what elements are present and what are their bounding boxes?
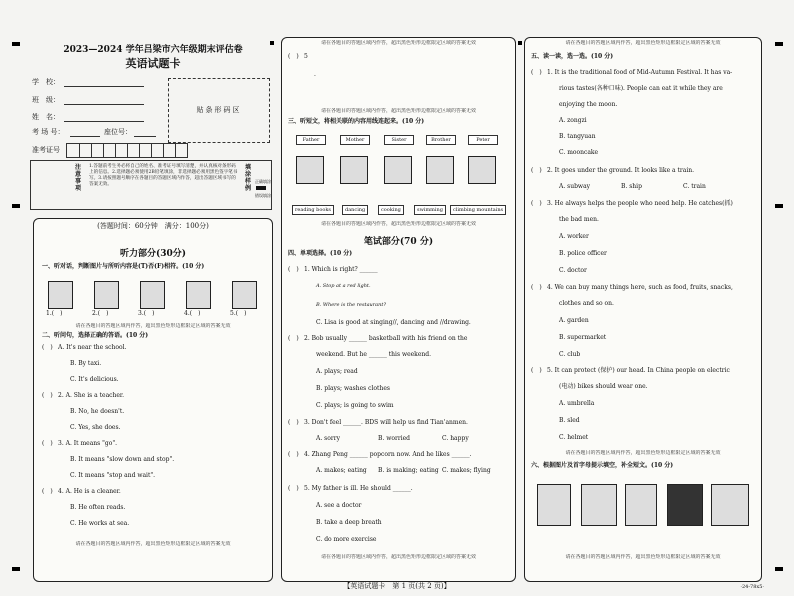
- s5-q5-opt-a: A. umbrella: [559, 400, 595, 407]
- picture-5: [232, 281, 257, 309]
- name-mother: Mother: [340, 135, 370, 145]
- s4-q4-opt-c: C. makes; flying: [442, 467, 491, 474]
- s5-q1-opt-c: C. mooncake: [559, 149, 599, 156]
- correct-fill-sample: [256, 186, 266, 190]
- l-q5-b: .: [314, 71, 316, 78]
- school-field[interactable]: [64, 86, 144, 87]
- timing-mark: [12, 42, 20, 46]
- region-divider: 请在各题目的答题区域内作答，超出黑色矩形边框限定区域的答案无效: [75, 323, 231, 329]
- region-divider: 请在各题目的答题区域内作答，超出黑色矩形边框限定区域的答案无效: [75, 541, 231, 547]
- s4-q2-opt-a: A. plays; read: [316, 368, 358, 375]
- s5-q4-opt-a: A. garden: [559, 317, 589, 324]
- answer-5[interactable]: 5.( ): [230, 310, 247, 317]
- l-q2-a: 2. A. She is a teacher.: [58, 392, 125, 399]
- s5-q5-opt-b: B. sled: [559, 417, 580, 424]
- exam-room-label: 考 场 号：: [32, 128, 65, 136]
- l-q1-b: B. By taxi.: [70, 360, 102, 367]
- right-column: 请在各题目的答题区域内作答，超出黑色矩形边框限定区域的答案无效 五、读一读，选一选。(10 分) ( ) 1. It is the traditional food of Mid-Autumn Festival. It has va- rious tastes(各种口味). People can eat it while they are enjoying the moon. A. zongzi B. tangyuan C. mooncake ( ) 2. It goes under the ground. It looks like a train. A. subway B. ship C. train ( ) 3. He always helps the people who need help. He catches(抓) the bad men. A. worker B. police officer C. doctor ( ) 4. We can buy many things here, such as food, fruits, snacks, clothes and so on. A. garden B. supermarket C. club ( ) 5. It can protect (保护) our head. In China people on electric (电动) bikes should wear one. A. umbrella B. sled C. helmet 请在各题目的答题区域内作答，超出黑色矩形边框限定区域的答案无效 六、根据图片及首字母提示填空，补全短文。(10 分) 请在各题目的答题区域内作答，超出黑色矩形边框限定区域的答案无效: [524, 37, 762, 582]
- s5-q2-opt-a: A. subway: [559, 183, 591, 190]
- ticket-number-grid[interactable]: [66, 143, 188, 158]
- notes-label: 注意事项: [75, 164, 82, 192]
- l-q4-b: B. He often reads.: [70, 504, 126, 511]
- name-field[interactable]: [64, 121, 144, 122]
- s5-q1-line3: enjoying the moon.: [559, 101, 618, 108]
- s5-q1-opt-b: B. tangyuan: [559, 133, 596, 140]
- activity-picture-1: [296, 156, 324, 184]
- name-peter: Peter: [468, 135, 498, 145]
- section3-title: 三、听短文，将相关联的内容用线连起来。(10 分): [288, 118, 425, 125]
- fill-picture-book: [667, 484, 703, 526]
- exam-time: (答题时间：60分钟 满分：100分): [97, 222, 209, 230]
- timing-mark: [12, 567, 20, 571]
- region-divider: 请在各题目的答题区域内作答，超出黑色矩形边框限定区域的答案无效: [320, 554, 476, 560]
- picture-3: [140, 281, 165, 309]
- school-label: 学 校：: [32, 78, 60, 86]
- barcode-area: [168, 78, 270, 143]
- fill-picture-bike: [581, 484, 617, 526]
- l-q2-c: C. Yes, she does.: [70, 424, 121, 431]
- written-title: 笔试部分(70 分): [363, 237, 434, 247]
- answer-2[interactable]: 2.( ): [92, 310, 109, 317]
- notes-text: 1.答题前考生务必将自己的姓名、准考证号填写清楚，并认真核对条形码上的信息。2.选择题必须使用2B铅笔填涂，非选择题必须用黑色签字笔书写。3.请按照题号顺序在各题目的答题区域内作答，超出答题区域书写的答案无效。: [89, 164, 238, 187]
- activity-swimming: swimming: [414, 205, 446, 215]
- exam-title: 2023—2024 学年吕梁市六年级期末评估卷: [63, 45, 243, 55]
- s4-q3-opt-a: A. sorry: [316, 435, 340, 442]
- name-father: Father: [296, 135, 326, 145]
- middle-column: 请在各题目的答题区域内作答，超出黑色矩形边框限定区域的答案无效 ( ) 5 . 请在各题目的答题区域内作答，超出黑色矩形边框限定区域的答案无效 三、听短文，将相关联的内容用线连起来。(10 分) Father Mother Sister Brother Peter reading books dancing cooking swimming climbing mountains 请在各题目的答题区域内作答，超出黑色矩形边框限定区域的答案无效 笔试部分(70 分) 四、单项选择。(10 分) ( ) 1. Which is right? ______ A. Stop at a red light. B. Where is the restaurant? C. Lisa is good at singing//, dancing and //drawing. ( ) 2. Bob usually ______ basketball with his friend on the weekend. But he ______ this weekend. A. plays; read B. plays; washes clothes C. plays; is going to swim ( ) 3. Don't feel ______. BDS will help us find Tian'anmen. A. sorry B. worried C. happy ( ) 4. Zhang Peng ______ popcorn now. And he likes ______. A. makes; eating B. is making; eating C. makes; flying ( ) 5. My father is ill. He should ______. A. see a doctor B. take a deep breath C. do more exercise 请在各题目的答题区域内作答，超出黑色矩形边框限定区域的答案无效: [281, 37, 516, 582]
- s4-q4-opt-a: A. makes; eating: [316, 467, 367, 474]
- s4-q3-opt-c: C. happy: [442, 435, 469, 442]
- s5-q4-line1: 4. We can buy many things here, such as food, fruits, snacks,: [547, 284, 733, 291]
- s5-q4-line2: clothes and so on.: [559, 300, 614, 307]
- s4-q3: 3. Don't feel ______. BDS will help us find Tian'anmen.: [304, 419, 468, 426]
- timing-mark: [518, 41, 522, 45]
- s4-q5-opt-a: A. see a doctor: [316, 502, 362, 509]
- section6-title: 六、根据图片及首字母提示填空，补全短文。(10 分): [531, 462, 674, 469]
- s4-q1-a: A. Stop at a red light.: [316, 283, 371, 289]
- s5-q1-opt-a: A. zongzi: [559, 117, 587, 124]
- region-divider: 请在各题目的答题区域内作答，超出黑色矩形边框限定区域的答案无效: [565, 554, 721, 560]
- class-field[interactable]: [64, 104, 144, 105]
- notes-box: [30, 160, 272, 210]
- picture-2: [94, 281, 119, 309]
- ticket-label: 准考证号: [32, 146, 60, 154]
- s4-q5: 5. My father is ill. He should ______.: [304, 485, 413, 492]
- s5-q1-line2: rious tastes(各种口味). People can eat it while they are: [559, 85, 723, 92]
- s4-q2: 2. Bob usually ______ basketball with his friend on the: [304, 335, 468, 342]
- s5-q3-opt-a: A. worker: [559, 233, 589, 240]
- section5-title: 五、读一读，选一选。(10 分): [531, 53, 614, 60]
- s5-q2: 2. It goes under the ground. It looks like a train.: [547, 167, 695, 174]
- l-q1-c: C. It's delicious.: [70, 376, 119, 383]
- s4-q1-c: C. Lisa is good at singing//, dancing and //drawing.: [316, 319, 471, 326]
- exam-subtitle: 英语试题卡: [125, 57, 181, 70]
- sample-label: 填涂样例: [245, 164, 252, 192]
- s4-q2-b: weekend. But he ______ this weekend.: [316, 351, 431, 358]
- l-q3-c: C. It means "stop and wait".: [70, 472, 156, 479]
- correct-fill-label: 正确填涂: [255, 179, 271, 184]
- s5-q3-opt-b: B. police officer: [559, 250, 607, 257]
- fill-picture-cross: [711, 484, 749, 526]
- region-divider: 请在各题目的答题区域内作答，超出黑色矩形边框限定区域的答案无效: [320, 108, 476, 114]
- activity-picture-4: [426, 156, 454, 184]
- s4-q4: 4. Zhang Peng ______ popcorn now. And he likes ______.: [304, 451, 472, 458]
- wrong-fill-label: 错误填涂: [255, 193, 271, 198]
- page-footer: 【英语试题卡 第 1 页(共 2 页)】: [343, 582, 451, 590]
- notes-sidebar-text: [34, 164, 70, 206]
- name-sister: Sister: [384, 135, 414, 145]
- barcode-label: 贴条形码区: [196, 106, 242, 114]
- region-divider: 请在各题目的答题区域内作答，超出黑色矩形边框限定区域的答案无效: [565, 450, 721, 456]
- seat-field[interactable]: [134, 136, 156, 137]
- timing-mark: [12, 204, 20, 208]
- exam-room-field[interactable]: [70, 136, 100, 137]
- answer-4[interactable]: 4.( ): [184, 310, 201, 317]
- paper-code: ·24-78x5·: [740, 584, 764, 590]
- region-divider: 请在各题目的答题区域内作答，超出黑色矩形边框限定区域的答案无效: [565, 40, 721, 46]
- timing-mark: [775, 42, 783, 46]
- activity-reading: reading books: [292, 205, 334, 215]
- s5-q2-opt-b: B. ship: [621, 183, 642, 190]
- l-q4-c: C. He works at sea.: [70, 520, 130, 527]
- region-divider: 请在各题目的答题区域内作答，超出黑色矩形边框限定区域的答案无效: [320, 40, 476, 46]
- s5-q5-line1: 5. It can protect (保护) our head. In China people on electric: [547, 367, 730, 374]
- l-q3-a: 3. A. It means "go".: [58, 440, 118, 447]
- s5-q3-opt-c: C. doctor: [559, 267, 587, 274]
- activity-picture-3: [384, 156, 412, 184]
- section2-title: 二、听问句，选择正确的答语。(10 分): [42, 332, 149, 339]
- answer-3[interactable]: 3.( ): [138, 310, 155, 317]
- s4-q2-opt-b: B. plays; washes clothes: [316, 385, 390, 392]
- picture-1: [48, 281, 73, 309]
- s4-q1-b: B. Where is the restaurant?: [316, 302, 387, 308]
- picture-4: [186, 281, 211, 309]
- region-divider: 请在各题目的答题区域内作答，超出黑色矩形边框限定区域的答案无效: [320, 221, 476, 227]
- timing-mark: [775, 204, 783, 208]
- listening-column: (答题时间：60分钟 满分：100分) 听力部分(30分) 一、听对话，判断图片与所听内容是(T)否(F)相符。(10 分) 1.( ) 2.( ) 3.( ) 4.( ) 5.( ) 请在各题目的答题区域内作答，超出黑色矩形边框限定区域的答案无效 二、听问句，选择正确的答语。(10 分) ( ) A. It's near the school. B. By taxi. C. It's delicious. ( ) 2. A. She is a teacher. B. No, he doesn't. C. Yes, she does. ( ) 3. A. It means "go". B. It means "slow down and stop". C. It means "stop and wait". ( ) 4. A. He is a cleaner. B. He often reads. C. He works at sea. 请在各题目的答题区域内作答，超出黑色矩形边框限定区域的答案无效: [33, 218, 273, 582]
- s5-q4-opt-b: B. supermarket: [559, 334, 607, 341]
- name-label: 姓 名：: [32, 113, 60, 121]
- activity-picture-5: [468, 156, 496, 184]
- activity-climbing: climbing mountains: [450, 205, 506, 215]
- s4-q3-opt-b: B. worried: [378, 435, 411, 442]
- l-q5-a: 5: [304, 53, 308, 60]
- fill-picture-1: [537, 484, 571, 526]
- s5-q5-line2: (电动) bikes should wear one.: [559, 383, 648, 390]
- s5-q1-line1: 1. It is the traditional food of Mid-Autumn Festival. It has va-: [547, 69, 733, 76]
- s4-q4-opt-b: B. is making; eating: [378, 467, 439, 474]
- section1-title: 一、听对话，判断图片与所听内容是(T)否(F)相符。(10 分): [42, 263, 205, 270]
- activity-dancing: dancing: [342, 205, 368, 215]
- s5-q2-opt-c: C. train: [683, 183, 706, 190]
- l-q1-a: A. It's near the school.: [58, 344, 127, 351]
- s5-q5-opt-c: C. helmet: [559, 434, 589, 441]
- activity-picture-2: [340, 156, 368, 184]
- s4-q2-opt-c: C. plays; is going to swim: [316, 402, 394, 409]
- fill-picture-3: [625, 484, 657, 526]
- s4-q1: 1. Which is right? ______: [304, 266, 378, 273]
- l-q4-a: 4. A. He is a cleaner.: [58, 488, 121, 495]
- l-q3-b: B. It means "slow down and stop".: [70, 456, 175, 463]
- s5-q3-line1: 3. He always helps the people who need help. He catches(抓): [547, 200, 733, 207]
- name-brother: Brother: [426, 135, 456, 145]
- seat-label: 座位号：: [104, 128, 132, 136]
- s5-q3-line2: the bad men.: [559, 216, 599, 223]
- s4-q5-opt-b: B. take a deep breath: [316, 519, 382, 526]
- activity-cooking: cooking: [378, 205, 404, 215]
- timing-mark: [775, 567, 783, 571]
- section4-title: 四、单项选择。(10 分): [288, 250, 353, 257]
- s5-q4-opt-c: C. club: [559, 351, 581, 358]
- answer-1[interactable]: 1.( ): [46, 310, 63, 317]
- l-q2-b: B. No, he doesn't.: [70, 408, 125, 415]
- s4-q5-opt-c: C. do more exercise: [316, 536, 377, 543]
- listening-title: 听力部分(30分): [119, 249, 187, 259]
- class-label: 班 级：: [32, 96, 60, 104]
